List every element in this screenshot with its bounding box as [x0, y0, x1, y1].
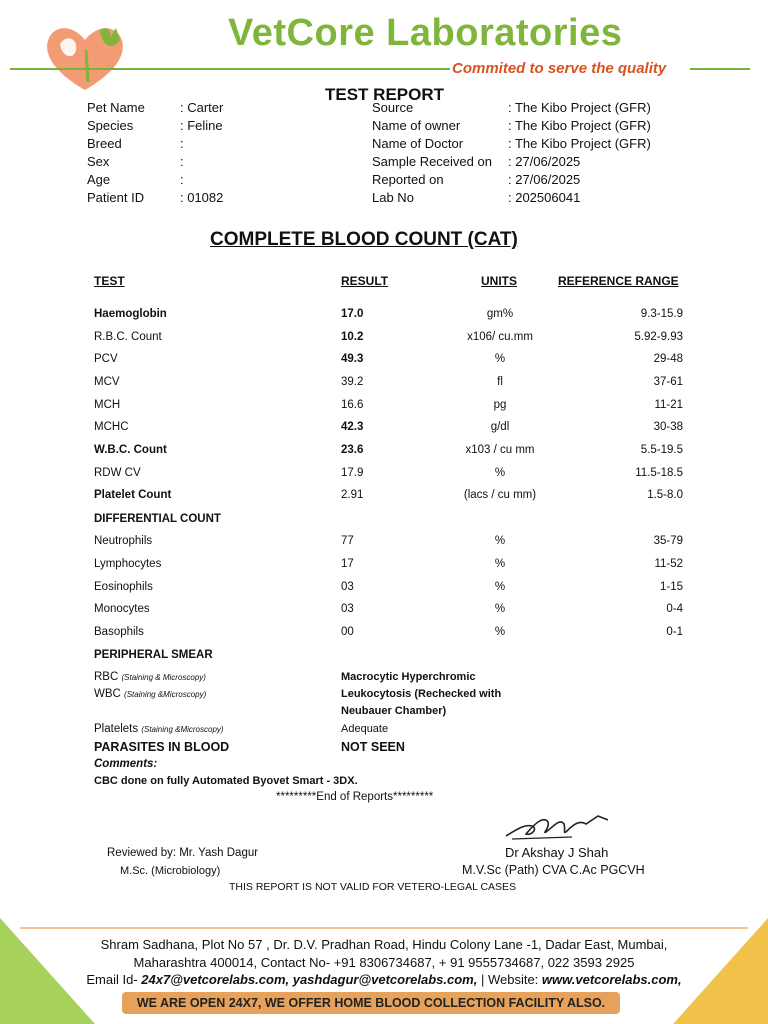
info-value: :	[180, 154, 184, 169]
table-row	[0, 376, 768, 396]
row-unit: x106/ cu.mm	[467, 331, 533, 343]
info-lab-no	[372, 189, 581, 207]
row-unit: %	[494, 603, 506, 615]
row-range: 11-21	[654, 399, 683, 411]
comments-label: Comments:	[94, 758, 158, 770]
row-test: Eosinophils	[94, 581, 153, 593]
row-test: Platelet Count	[94, 489, 172, 501]
peripheral-smear-heading: PERIPHERAL SMEAR	[94, 649, 213, 661]
website-label: | Website:	[477, 972, 542, 987]
info-label: Source	[372, 100, 414, 115]
smear-wbc-result-line1: Leukocytosis (Rechecked with	[341, 688, 502, 700]
smear-sub-label: (Staining &Microscopy)	[141, 725, 224, 734]
email-label: Email Id-	[86, 972, 142, 987]
doctor-name: Dr Akshay J Shah	[505, 845, 609, 860]
row-unit: x103 / cu mm	[465, 444, 535, 456]
smear-label: RBC	[94, 671, 119, 683]
smear-platelets-result: Adequate	[341, 723, 389, 735]
info-owner	[372, 117, 651, 135]
info-value: :	[180, 136, 184, 151]
row-test: RDW CV	[94, 467, 141, 479]
row-test: MCH	[94, 399, 121, 411]
column-header-result: RESULT	[341, 274, 389, 288]
row-range: 37-61	[653, 376, 683, 388]
info-label: Sex	[87, 154, 110, 169]
info-sample-received	[372, 153, 581, 171]
table-row	[0, 308, 768, 328]
row-result: 03	[341, 603, 354, 615]
table-row	[0, 331, 768, 351]
table-row	[0, 489, 768, 509]
column-header-test: TEST	[94, 274, 125, 288]
info-value: : The Kibo Project (GFR)	[508, 136, 651, 151]
row-result: 49.3	[341, 353, 364, 365]
row-unit: %	[494, 558, 506, 570]
info-reported-on	[372, 171, 581, 189]
row-result: 17.9	[341, 467, 364, 479]
info-value: : 202506041	[508, 190, 581, 205]
doctor-signature	[502, 806, 612, 844]
info-value: : 01082	[180, 190, 224, 205]
row-unit: %	[494, 467, 506, 479]
row-range: 11-52	[654, 558, 683, 570]
info-value: : 27/06/2025	[508, 154, 581, 169]
address-line-1: Shram Sadhana, Plot No 57 , Dr. D.V. Pradhan Road, Hindu Colony Lane -1, Dadar East, Mumbai,	[100, 937, 668, 952]
contact-line	[0, 971, 768, 989]
info-value: : The Kibo Project (GFR)	[508, 118, 651, 133]
info-label: Name of Doctor	[372, 136, 464, 151]
row-result: 23.6	[341, 444, 364, 456]
row-unit: %	[494, 535, 506, 547]
open-24x7-banner: WE ARE OPEN 24X7, WE OFFER HOME BLOOD COLLECTION FACILITY ALSO.	[122, 992, 620, 1014]
row-test: Haemoglobin	[94, 308, 167, 320]
info-value: :	[180, 172, 184, 187]
parasites-result: NOT SEEN	[341, 740, 405, 754]
row-unit: (lacs / cu mm)	[463, 489, 537, 501]
cbc-title: COMPLETE BLOOD COUNT (CAT)	[210, 229, 518, 250]
row-range: 35-79	[653, 535, 683, 547]
info-label: Breed	[87, 136, 122, 151]
info-value: : Carter	[180, 100, 224, 115]
smear-platelets-label	[94, 723, 224, 735]
row-test: Lymphocytes	[94, 558, 162, 570]
doctor-qualification: M.V.Sc (Path) CVA C.Ac PGCVH	[462, 863, 645, 877]
reviewer-name: Reviewed by: Mr. Yash Dagur	[107, 847, 259, 859]
row-result: 39.2	[341, 376, 364, 388]
table-row	[0, 626, 768, 646]
vetcore-logo	[40, 20, 130, 92]
address-line-2: Maharashtra 400014, Contact No- +91 8306734687, + 91 9555734687, 022 3593 2925	[133, 954, 635, 970]
row-test: PCV	[94, 353, 118, 365]
table-row	[0, 353, 768, 373]
row-unit: pg	[493, 399, 507, 411]
row-test: MCHC	[94, 421, 129, 433]
tagline-divider-left	[10, 68, 450, 70]
row-result: 17	[341, 558, 354, 570]
row-result: 2.91	[341, 489, 364, 501]
differential-count-heading: DIFFERENTIAL COUNT	[94, 513, 221, 525]
info-label: Age	[87, 172, 111, 187]
info-label: Name of owner	[372, 118, 461, 133]
info-label: Sample Received on	[372, 154, 492, 169]
smear-rbc-result: Macrocytic Hyperchromic	[341, 671, 476, 683]
info-doctor	[372, 135, 651, 153]
lab-brand-name: VetCore Laboratories	[228, 12, 623, 54]
lab-address	[0, 936, 768, 989]
info-label: Species	[87, 118, 134, 133]
row-range: 5.5-19.5	[640, 444, 683, 456]
table-row	[0, 558, 768, 578]
row-test: R.B.C. Count	[94, 331, 162, 343]
table-row	[0, 581, 768, 601]
info-species	[87, 117, 223, 135]
row-range: 0-1	[666, 626, 683, 638]
table-row	[0, 467, 768, 487]
end-of-report: *********End of Reports*********	[276, 791, 434, 803]
info-value: : The Kibo Project (GFR)	[508, 100, 651, 115]
column-header-range: REFERENCE RANGE	[558, 274, 679, 288]
column-header-units: UNITS	[481, 274, 517, 288]
smear-rbc-label	[94, 671, 206, 683]
disclaimer: THIS REPORT IS NOT VALID FOR VETERO-LEGAL CASES	[229, 881, 517, 893]
row-unit: g/dl	[490, 421, 510, 433]
row-test: Monocytes	[94, 603, 150, 615]
info-label: Lab No	[372, 190, 414, 205]
row-unit: %	[494, 581, 506, 593]
smear-sub-label: (Staining & Microscopy)	[121, 673, 206, 682]
row-test: Neutrophils	[94, 535, 153, 547]
smear-label: Platelets	[94, 723, 139, 735]
info-sex	[87, 153, 184, 171]
row-unit: gm%	[486, 308, 514, 320]
row-result: 42.3	[341, 421, 364, 433]
row-range: 9.3-15.9	[640, 308, 683, 320]
row-range: 0-4	[666, 603, 683, 615]
lab-tagline: Commited to serve the quality	[452, 60, 667, 77]
parasites-label: PARASITES IN BLOOD	[94, 740, 230, 754]
website-link[interactable]: www.vetcorelabs.com,	[541, 972, 682, 987]
info-label: Reported on	[372, 172, 444, 187]
row-result: 77	[341, 535, 354, 547]
row-unit: fl	[497, 376, 503, 388]
smear-label: WBC	[94, 688, 121, 700]
info-source	[372, 99, 651, 117]
row-range: 29-48	[653, 353, 683, 365]
comments-text: CBC done on fully Automated Byovet Smart - 3DX.	[94, 775, 358, 787]
row-result: 00	[341, 626, 354, 638]
info-label: Pet Name	[87, 100, 145, 115]
row-result: 10.2	[341, 331, 364, 343]
smear-wbc-label	[94, 688, 206, 700]
row-test: W.B.C. Count	[94, 444, 167, 456]
row-result: 17.0	[341, 308, 364, 320]
info-age	[87, 171, 184, 189]
email-addresses[interactable]: 24x7@vetcorelabs.com, yashdagur@vetcorelabs.com,	[141, 972, 478, 987]
row-result: 03	[341, 581, 354, 593]
info-breed	[87, 135, 184, 153]
info-value: : Feline	[180, 118, 223, 133]
row-range: 11.5-18.5	[635, 467, 683, 479]
row-test: Basophils	[94, 626, 144, 638]
table-row	[0, 444, 768, 464]
row-range: 30-38	[653, 421, 683, 433]
row-unit: %	[494, 353, 506, 365]
table-row	[0, 421, 768, 441]
info-value: : 27/06/2025	[508, 172, 581, 187]
row-range: 5.92-9.93	[634, 331, 683, 343]
row-range: 1-15	[659, 581, 683, 593]
smear-wbc-result-line2: Neubauer Chamber)	[341, 705, 447, 717]
info-patient-id	[87, 189, 224, 207]
report-title: TEST REPORT	[325, 85, 445, 104]
row-unit: %	[494, 626, 506, 638]
reviewer-qualification: M.Sc. (Microbiology)	[120, 865, 221, 877]
row-test: MCV	[94, 376, 120, 388]
info-pet-name	[87, 99, 224, 117]
smear-sub-label: (Staining &Microscopy)	[124, 690, 207, 699]
row-range: 1.5-8.0	[647, 489, 683, 501]
table-row	[0, 399, 768, 419]
row-result: 16.6	[341, 399, 364, 411]
table-row	[0, 535, 768, 555]
tagline-divider-right	[690, 68, 750, 70]
info-label: Patient ID	[87, 190, 145, 205]
table-row	[0, 603, 768, 623]
